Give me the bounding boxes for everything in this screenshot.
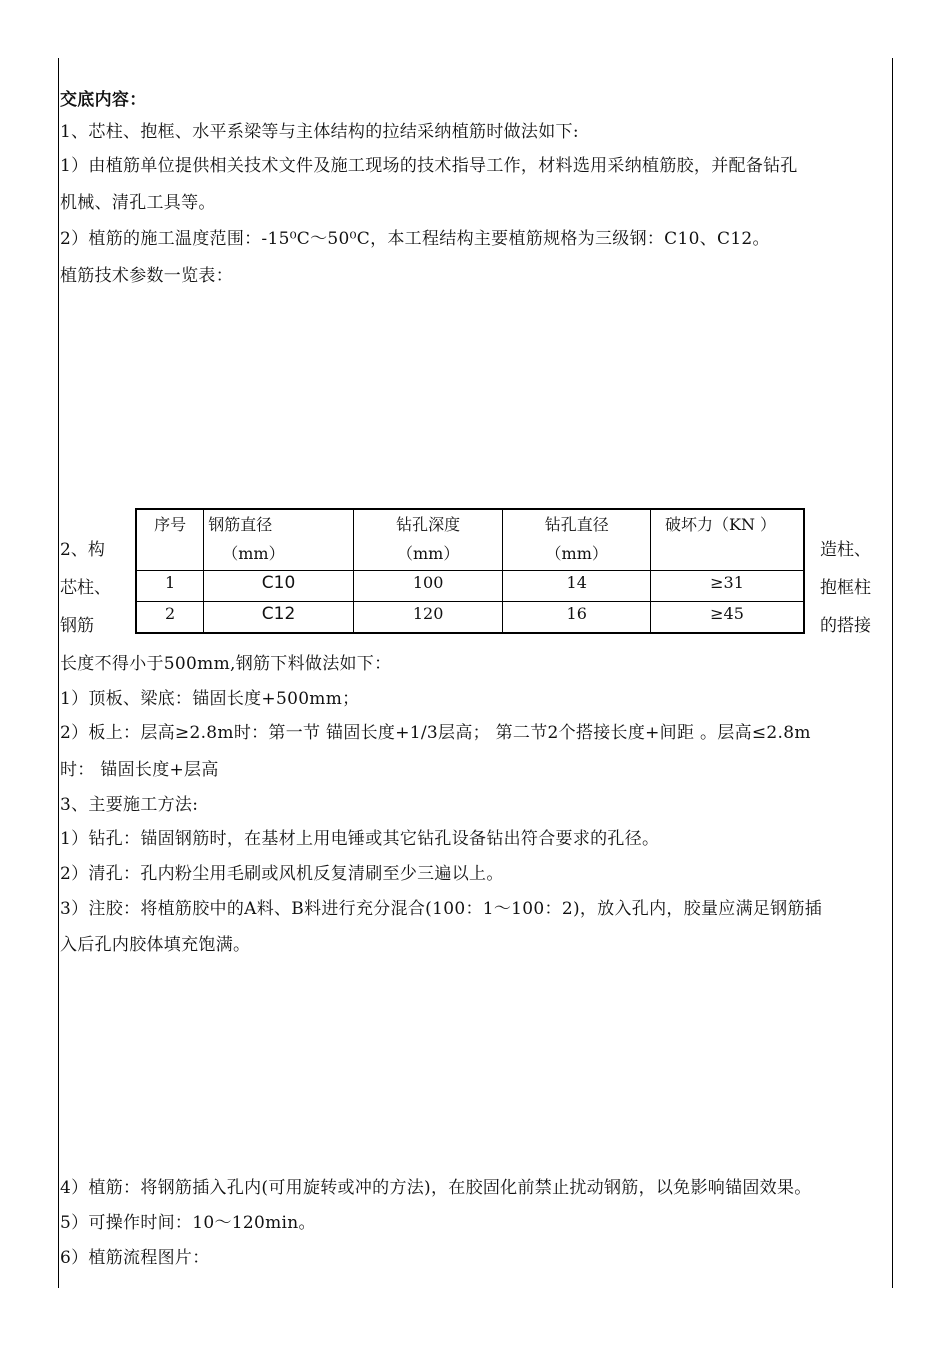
side-text-right: 的搭接 (820, 616, 871, 636)
right-border-line (892, 58, 893, 1288)
text-line: 时： 锚固长度+层高 (60, 760, 219, 780)
text-line: 5）可操作时间：10～120min。 (60, 1213, 316, 1233)
header-cell (650, 509, 804, 571)
text-line: 2）植筋的施工温度范围：-15⁰C～50⁰C，本工程结构主要植筋规格为三级钢：C10、C12。 (60, 229, 770, 249)
text-line: 6）植筋流程图片： (60, 1248, 210, 1268)
cell-force: ≥31 (650, 571, 804, 602)
cell-hole: 16 (503, 602, 651, 634)
header-main: 钻孔直径 (544, 515, 609, 534)
header-main: 钻孔深度 (396, 515, 461, 534)
header-cell (136, 509, 204, 571)
header-cell (353, 509, 503, 571)
table-row (136, 602, 804, 634)
text-line: 3）注胶：将植筋胶中的A料、B料进行充分混合(100：1～100：2)，放入孔内，胶量应满足钢筋插 (60, 899, 823, 919)
header-sub: （mm） (222, 544, 285, 563)
table-header-row (136, 509, 804, 571)
side-text-right: 造柱、 (820, 540, 871, 560)
cell-diameter: C10 (204, 571, 354, 602)
cell-no: 1 (136, 571, 204, 602)
rebar-parameter-table (135, 508, 805, 634)
cell-diameter: C12 (204, 602, 354, 634)
header-cell (503, 509, 651, 571)
cell-force: ≥45 (650, 602, 804, 634)
side-text-right: 抱框柱 (820, 578, 871, 598)
side-text-left: 2、构 (60, 540, 105, 560)
text-line: 植筋技术参数一览表： (60, 266, 233, 286)
cell-hole: 14 (503, 571, 651, 602)
cell-no: 2 (136, 602, 204, 634)
text-line: 入后孔内胶体填充饱满。 (60, 935, 251, 955)
text-line: 1）由植筋单位提供相关技术文件及施工现场的技术指导工作，材料选用采纳植筋胶，并配备钻孔 (60, 156, 798, 176)
text-line: 3、主要施工方法: (60, 795, 199, 815)
text-line: 1）钻孔：锚固钢筋时，在基材上用电锤或其它钻孔设备钻出符合要求的孔径。 (60, 829, 660, 849)
left-border-line (58, 58, 59, 1288)
cell-depth: 100 (353, 571, 503, 602)
header-sub: （mm） (396, 544, 460, 563)
table-row (136, 571, 804, 602)
text-line: 2）清孔：孔内粉尘用毛刷或风机反复清刷至少三遍以上。 (60, 864, 504, 884)
side-text-left: 芯柱、 (60, 578, 111, 598)
section-heading: 交底内容： (60, 90, 147, 110)
text-line: 长度不得小于500mm,钢筋下料做法如下： (60, 654, 392, 674)
header-cell (204, 509, 354, 571)
text-line: 2）板上：层高≥2.8m时：第一节 锚固长度+1/3层高； 第二节2个搭接长度+间距 。层高≤2.8m (60, 723, 811, 743)
text-line: 4）植筋：将钢筋插入孔内(可用旋转或冲的方法)，在胶固化前禁止扰动钢筋，以免影响锚固效果。 (60, 1178, 812, 1198)
header-main: 破坏力（KN ） (664, 515, 777, 534)
text-line: 1、芯柱、抱框、水平系梁等与主体结构的拉结采纳植筋时做法如下: (60, 122, 579, 142)
text-line: 机械、清孔工具等。 (60, 193, 216, 213)
header-sub: （mm） (545, 544, 608, 563)
header-main: 钢筋直径 (208, 515, 273, 534)
text-line: 1）顶板、梁底：锚固长度+500mm； (60, 689, 360, 709)
header-main: 序号 (154, 515, 187, 534)
side-text-left: 钢筋 (60, 616, 94, 636)
cell-depth: 120 (353, 602, 503, 634)
